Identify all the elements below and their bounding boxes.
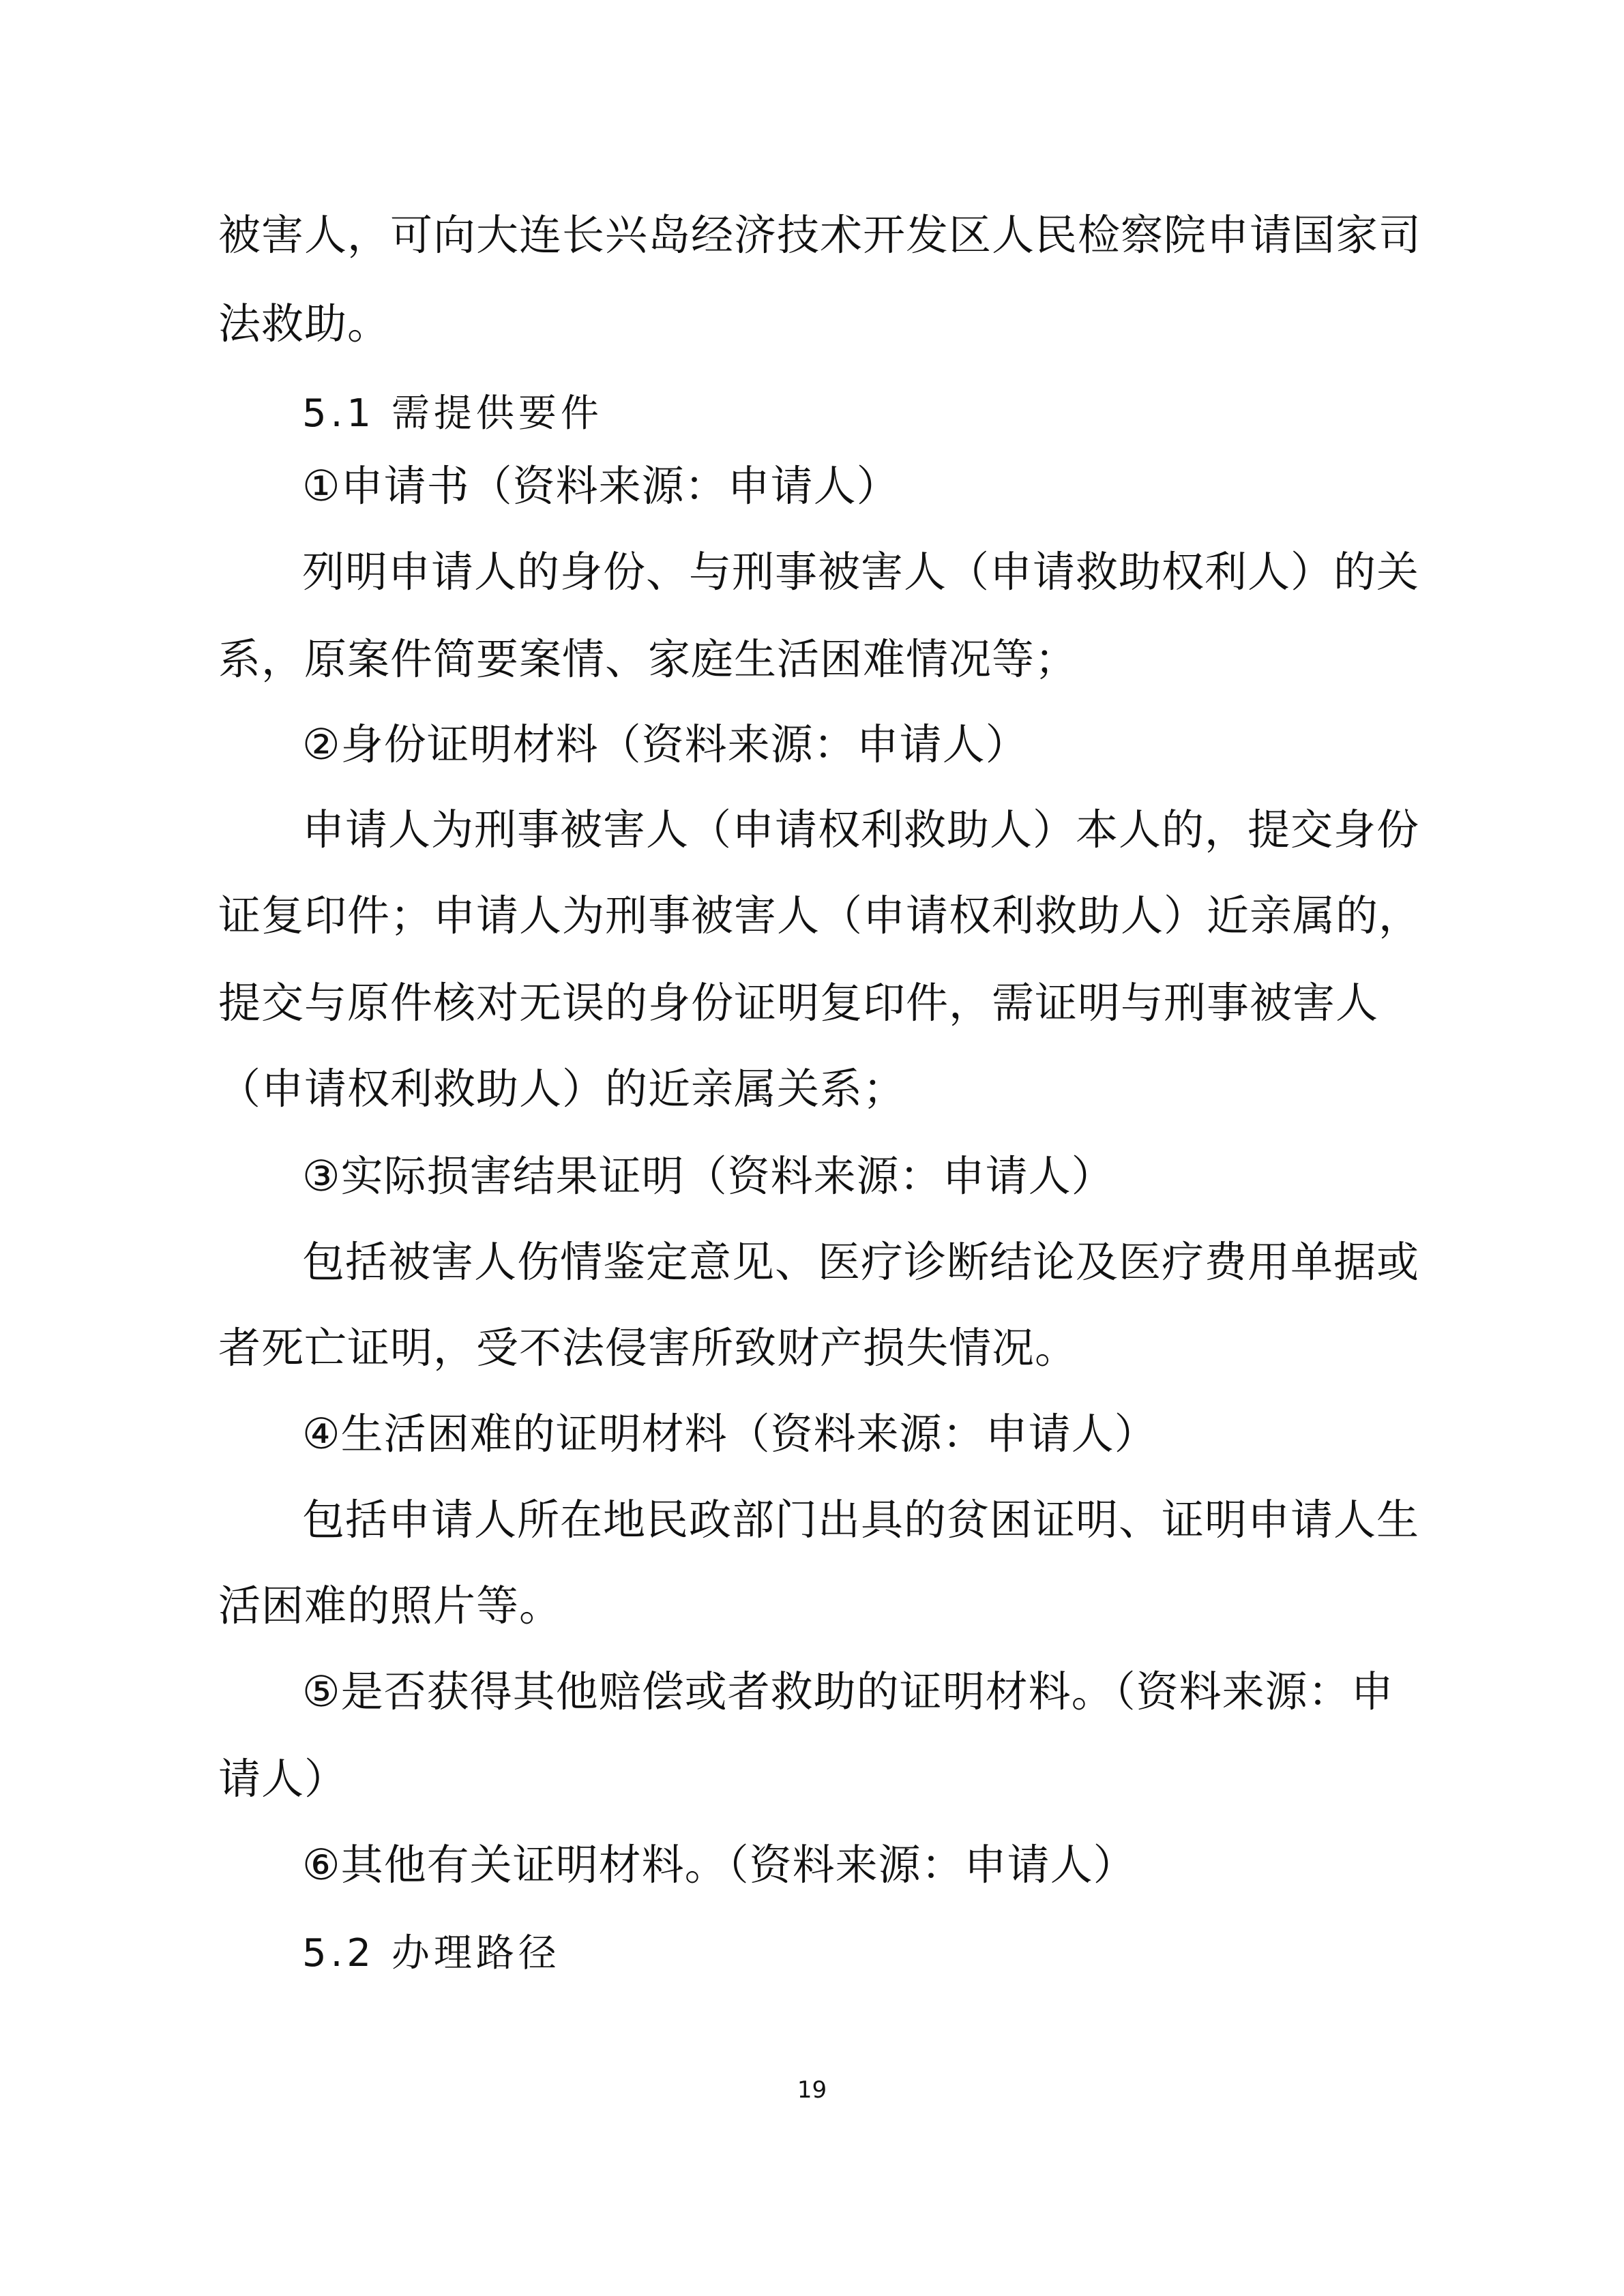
- list-item-title: ④生活困难的证明材料（资料来源：申请人）: [302, 1409, 1157, 1459]
- list-item-title: ⑤是否获得其他赔偿或者救助的证明材料。（资料来源：申: [302, 1667, 1394, 1716]
- body-text-line: 者死亡证明，受不法侵害所致财产损失情况。: [218, 1323, 1078, 1373]
- list-item-title: ①申请书（资料来源：申请人）: [302, 461, 900, 511]
- list-item-title: ②身份证明材料（资料来源：申请人）: [302, 719, 1029, 769]
- section-heading: 5.2 办理路径: [302, 1931, 561, 1976]
- page-number: 19: [797, 2076, 827, 2104]
- body-text-line: 包括申请人所在地民政部门出具的贫困证明、证明申请人生: [302, 1495, 1420, 1545]
- body-text-line: 活困难的照片等。: [218, 1581, 563, 1630]
- body-text-line: 申请人为刑事被害人（申请权利救助人）本人的，提交身份: [302, 805, 1420, 854]
- body-text-line: 包括被害人伤情鉴定意见、医疗诊断结论及医疗费用单据或: [302, 1237, 1420, 1287]
- body-text-line: 请人）: [218, 1754, 348, 1804]
- body-text-line: 证复印件；申请人为刑事被害人（申请权利救助人）近亲属的，: [218, 891, 1422, 940]
- section-heading: 5.1 需提供要件: [302, 391, 603, 436]
- body-text-line: 列明申请人的身份、与刑事被害人（申请救助权利人）的关: [302, 547, 1420, 597]
- body-text-line: 提交与原件核对无误的身份证明复印件，需证明与刑事被害人: [218, 978, 1379, 1028]
- body-text-line: 法救助。: [218, 299, 391, 348]
- list-item-title: ③实际损害结果证明（资料来源：申请人）: [302, 1151, 1114, 1201]
- body-text-line: 被害人，可向大连长兴岛经济技术开发区人民检察院申请国家司: [218, 210, 1422, 260]
- body-text-line: 系，原案件简要案情、家庭生活困难情况等；: [218, 634, 1078, 684]
- body-text-line: （申请权利救助人）的近亲属关系；: [218, 1064, 906, 1114]
- list-item-title: ⑥其他有关证明材料。（资料来源：申请人）: [302, 1840, 1136, 1890]
